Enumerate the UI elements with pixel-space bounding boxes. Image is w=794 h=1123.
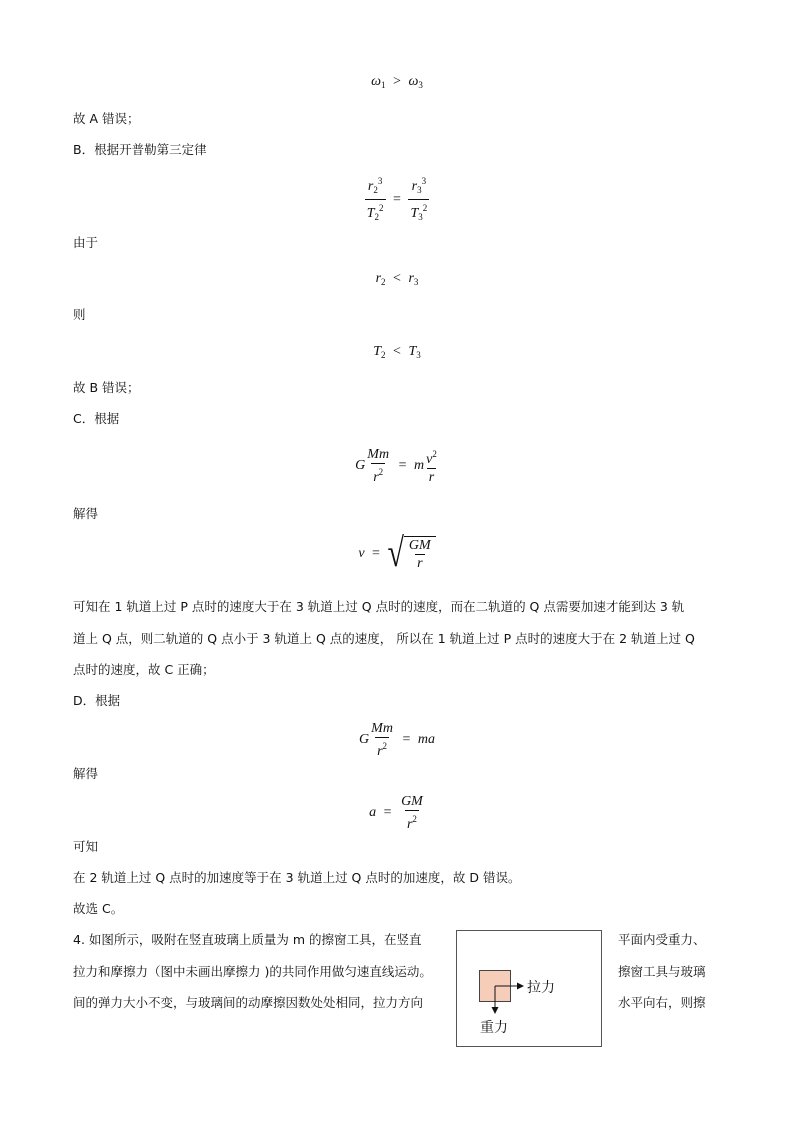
superscript: 3	[421, 176, 427, 186]
equation-kepler-third	[0, 173, 794, 226]
text-answer-c: 故选 C。	[73, 901, 124, 916]
var-T2: T	[373, 344, 382, 359]
question4-line1-left: 4. 如图所示，吸附在竖直玻璃上质量为 m 的擦窗工具，在竖直	[73, 932, 422, 947]
subscript: 2	[374, 212, 380, 222]
subscript: 2	[373, 185, 378, 195]
equation-velocity	[0, 531, 794, 576]
superscript: 2	[432, 449, 437, 459]
omega-1: ω	[371, 74, 382, 89]
square-root	[387, 531, 435, 576]
var-r: r	[411, 179, 418, 194]
var-r: r	[406, 817, 413, 832]
subscript: 3	[418, 80, 423, 90]
text-c-explanation-line2: 道上 Q 点，则二轨道的 Q 点小于 3 轨道上 Q 点的速度， 所以在 1 轨道上过 P 点时的速度大于在 2 轨道上过 Q	[73, 631, 695, 646]
var-ma: ma	[417, 732, 435, 748]
numerator: Mm	[371, 721, 393, 736]
text-c-explanation-line1: 可知在 1 轨道上过 P 点时的速度大于在 3 轨道上过 Q 点时的速度，而在二轨道的 Q 点需要加速才能到达 3 轨	[73, 599, 685, 614]
subscript: 1	[381, 80, 386, 90]
equation-gravity-centripetal	[0, 446, 794, 486]
text-because: 由于	[73, 235, 99, 250]
var-m: m	[413, 458, 425, 474]
var-r: r	[428, 470, 435, 485]
gravity-label: 重力	[480, 1020, 508, 1036]
text-then: 则	[73, 307, 86, 322]
fraction-right	[408, 173, 429, 226]
text-c-according: C．根据	[73, 411, 120, 426]
equation-period-compare	[0, 344, 794, 360]
force-diagram	[456, 930, 602, 1047]
var-r2: r	[375, 271, 382, 286]
omega-3: ω	[408, 74, 419, 89]
question4-line2-right: 擦窗工具与玻璃	[618, 964, 706, 979]
text-d-according: D．根据	[73, 693, 121, 708]
question4-line3-left: 间的弹力大小不变，与玻璃间的动摩擦因数处处相同，拉力方向	[73, 995, 424, 1010]
var-r: r	[377, 744, 383, 759]
operator: =	[393, 191, 401, 207]
operator: =	[372, 546, 380, 562]
fraction-mm-r2	[365, 446, 391, 486]
operator: <	[393, 344, 401, 359]
subscript: 3	[416, 350, 421, 360]
subscript: 2	[381, 277, 386, 287]
numerator: GM	[408, 538, 431, 553]
superscript: 3	[377, 176, 383, 186]
question4-line2-left: 拉力和摩擦力（图中未画出摩擦力 )的共同作用做匀速直线运动。	[73, 964, 432, 979]
fraction-left	[365, 173, 386, 226]
var-v: v	[358, 546, 365, 562]
pull-force-label: 拉力	[527, 980, 555, 996]
text-thus: 可知	[73, 839, 99, 854]
var-v: v	[426, 452, 433, 467]
text-solve: 解得	[73, 506, 99, 521]
var-r: r	[367, 179, 374, 194]
operator: =	[398, 458, 407, 474]
text-solve-2: 解得	[73, 766, 99, 781]
text-c-correct: 点时的速度，故 C 正确；	[73, 662, 215, 677]
subscript: 3	[418, 212, 423, 222]
var-G: G	[355, 458, 366, 474]
fraction-gm-r2	[399, 793, 425, 833]
equation-acceleration	[0, 793, 794, 833]
superscript: 2	[378, 467, 384, 477]
superscript: 2	[412, 814, 417, 824]
numerator: GM	[401, 794, 423, 809]
var-r3: r	[408, 271, 414, 286]
fraction-mm-r2	[369, 720, 395, 760]
question4-line1-right: 平面内受重力、	[618, 932, 706, 947]
question4-line3-right: 水平向右，则擦	[618, 995, 706, 1010]
var-T3: T	[408, 344, 417, 359]
var-T: T	[410, 206, 419, 221]
numerator: Mm	[367, 447, 390, 462]
subscript: 3	[413, 277, 419, 287]
var-T: T	[366, 206, 375, 221]
equation-omega-compare	[0, 74, 794, 90]
var-r: r	[373, 470, 379, 485]
denominator: r	[417, 556, 423, 571]
text-d-wrong: 在 2 轨道上过 Q 点时的加速度等于在 3 轨道上过 Q 点时的加速度，故 D 错误。	[73, 870, 521, 885]
var-G: G	[359, 732, 370, 748]
text-a-wrong: 故 A 错误；	[73, 111, 140, 126]
equation-gravity-acceleration	[0, 720, 794, 760]
operator: =	[402, 732, 411, 748]
var-a: a	[369, 805, 377, 821]
operator: >	[393, 74, 401, 89]
subscript: 3	[417, 185, 422, 195]
superscript: 2	[379, 203, 384, 213]
text-b-wrong: 故 B 错误；	[73, 380, 140, 395]
radical-sign: √	[387, 531, 404, 576]
operator: =	[383, 805, 392, 821]
fraction-v2-r	[424, 446, 439, 486]
subscript: 2	[381, 350, 386, 360]
text-b-kepler: B．根据开普勒第三定律	[73, 142, 207, 157]
operator: <	[393, 271, 401, 286]
fraction-gm-r	[407, 537, 433, 572]
superscript: 2	[382, 741, 388, 751]
superscript: 2	[422, 203, 428, 213]
equation-radius-compare	[0, 271, 794, 287]
